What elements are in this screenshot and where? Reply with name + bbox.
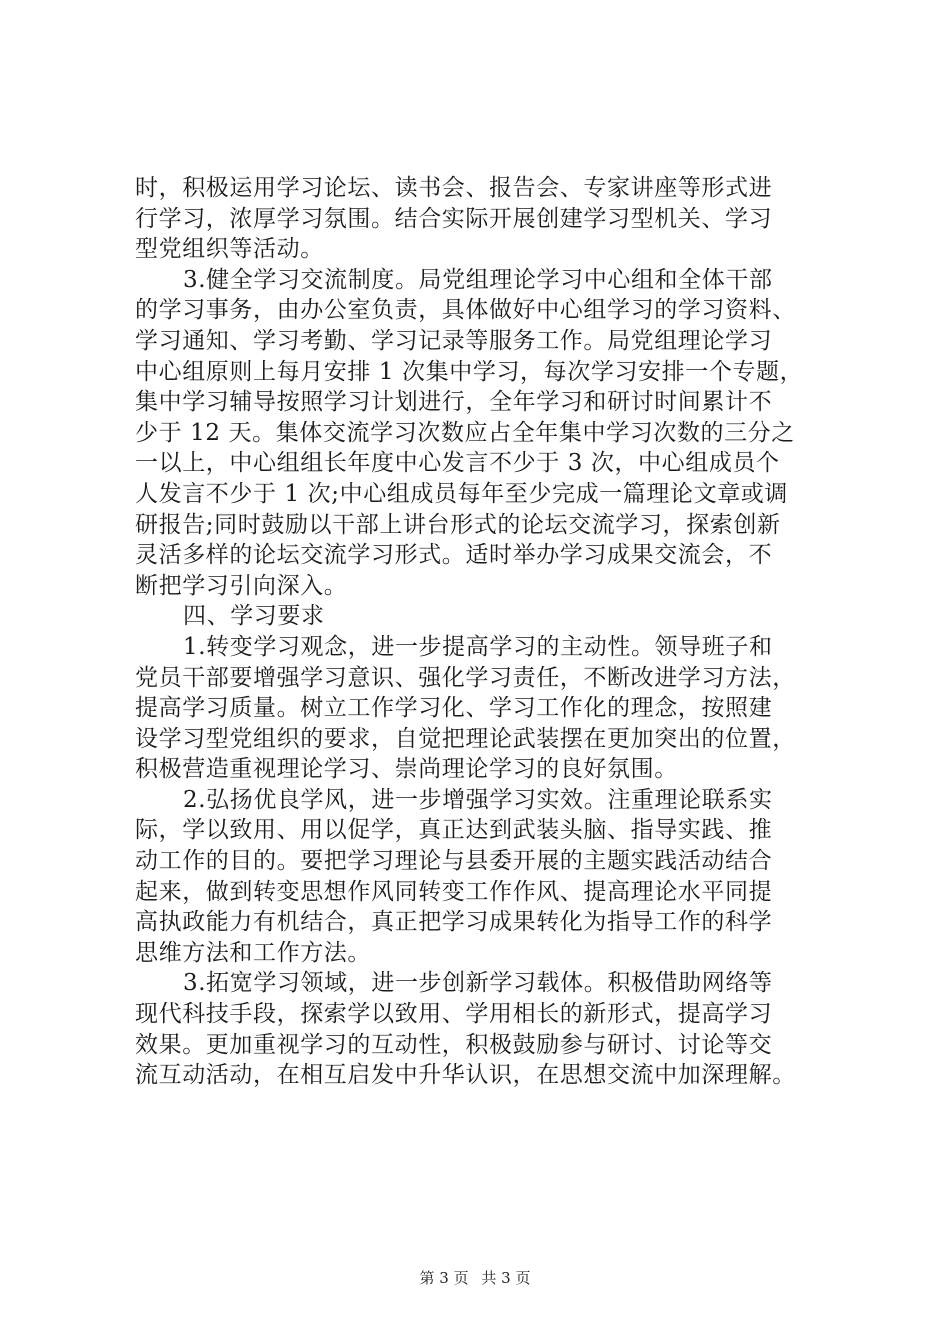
document-body bbox=[135, 173, 845, 1091]
paragraph-study-field bbox=[135, 968, 845, 1090]
paragraph-activities-continued bbox=[135, 173, 845, 265]
section-heading-requirements bbox=[135, 601, 845, 632]
section-heading: 四、学习要求 bbox=[183, 603, 325, 630]
text-line: 的学习事务，由办公室负责，具体做好中心组学习的学习资料、 bbox=[135, 297, 796, 324]
text-line: 1.转变学习观念，进一步提高学习的主动性。领导班子和 bbox=[183, 633, 773, 660]
text-line: 起来，做到转变思想作风同转变工作作风、提高理论水平同提 bbox=[135, 878, 773, 905]
text-line: 设学习型党组织的要求，自觉把理论武装摆在更加突出的位置， bbox=[135, 725, 796, 752]
paragraph-study-style bbox=[135, 785, 845, 969]
text-line: 流互动活动，在相互启发中升华认识，在思想交流中加深理解。 bbox=[135, 1062, 796, 1089]
text-line: 学习通知、学习考勤、学习记录等服务工作。局党组理论学习 bbox=[135, 327, 773, 354]
text-line: 时，积极运用学习论坛、读书会、报告会、专家讲座等形式进 bbox=[135, 175, 773, 201]
text-line: 党员干部要增强学习意识、强化学习责任，不断改进学习方法， bbox=[135, 664, 796, 691]
text-line: 行学习，浓厚学习氛围。结合实际开展创建学习型机关、学习 bbox=[135, 205, 773, 232]
text-line: 集中学习辅导按照学习计划进行，全年学习和研讨时间累计不 bbox=[135, 389, 773, 416]
text-line: 人发言不少于 1 次;中心组成员每年至少完成一篇理论文章或调 bbox=[135, 480, 789, 507]
text-line: 灵活多样的论坛交流学习形式。适时举办学习成果交流会，不 bbox=[135, 542, 773, 569]
text-line: 积极营造重视理论学习、崇尚理论学习的良好氛围。 bbox=[135, 756, 678, 783]
text-line: 3.健全学习交流制度。局党组理论学习中心组和全体干部 bbox=[183, 266, 773, 293]
text-line: 现代科技手段，探索学以致用、学用相长的新形式，提高学习 bbox=[135, 1001, 773, 1028]
text-line: 中心组原则上每月安排 1 次集中学习，每次学习安排一个专题， bbox=[135, 358, 804, 385]
text-line: 一以上，中心组组长年度中心发言不少于 3 次，中心组成员个 bbox=[135, 450, 780, 477]
text-line: 思维方法和工作方法。 bbox=[135, 939, 371, 966]
text-line: 效果。更加重视学习的互动性，积极鼓励参与研讨、讨论等交 bbox=[135, 1031, 773, 1058]
page-footer bbox=[0, 1268, 950, 1288]
paragraph-exchange-system bbox=[135, 265, 845, 602]
text-line: 研报告;同时鼓励以干部上讲台形式的论坛交流学习，探索创新 bbox=[135, 511, 781, 538]
text-line: 提高学习质量。树立工作学习化、学习工作化的理念，按照建 bbox=[135, 695, 773, 722]
text-line: 动工作的目的。要把学习理论与县委开展的主题实践活动结合 bbox=[135, 848, 773, 875]
text-line: 3.拓宽学习领域，进一步创新学习载体。积极借助网络等 bbox=[183, 970, 773, 997]
text-line: 际，学以致用、用以促学，真正达到武装头脑、指导实践、推 bbox=[135, 817, 773, 844]
text-line: 断把学习引向深入。 bbox=[135, 572, 348, 599]
page-total: 共 3 页 bbox=[481, 1269, 531, 1287]
text-line: 高执政能力有机结合，真正把学习成果转化为指导工作的科学 bbox=[135, 909, 773, 936]
text-line: 少于 12 天。集体交流学习次数应占全年集中学习次数的三分之 bbox=[135, 419, 795, 446]
text-line: 型党组织等活动。 bbox=[135, 236, 324, 263]
text-line: 2.弘扬优良学风，进一步增强学习实效。注重理论联系实 bbox=[183, 786, 773, 813]
paragraph-study-concept bbox=[135, 632, 845, 785]
page-number: 第 3 页 bbox=[419, 1269, 469, 1287]
